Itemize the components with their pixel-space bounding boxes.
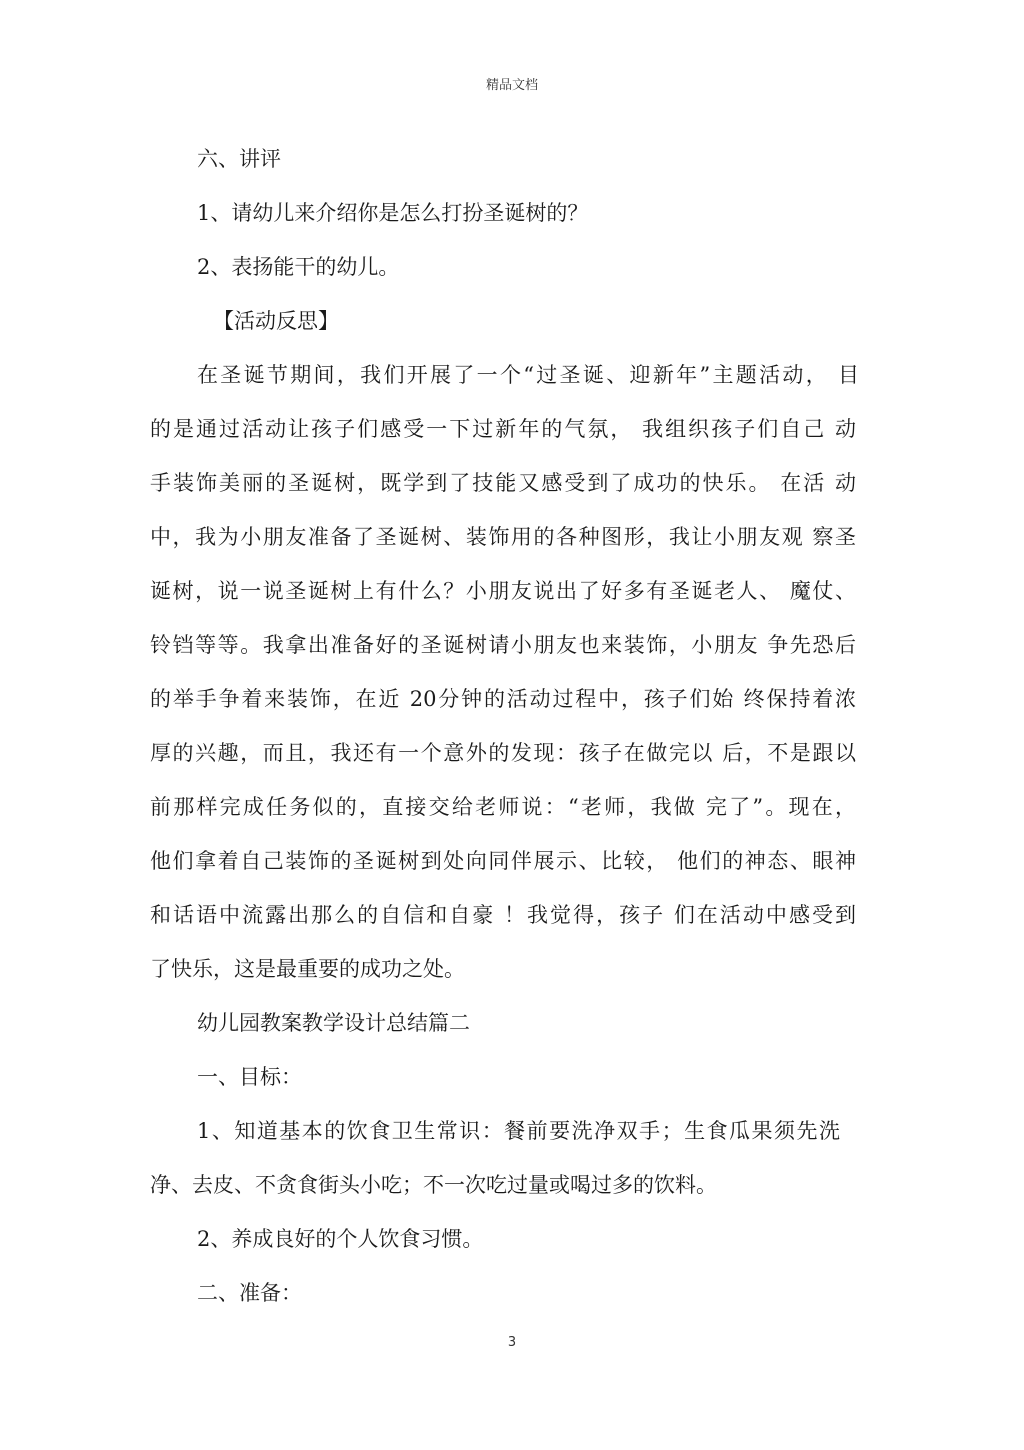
reflection-line: 的是通过活动让孩子们感受一下过新年的气氛， 我组织孩子们自己 动: [150, 417, 856, 441]
goal-1-line: 1、知道基本的饮食卫生常识：餐前要洗净双手；生食瓜果须先洗: [197, 1119, 840, 1143]
reflection-line: 前那样完成任务似的，直接交给老师说：“老师，我做 完了”。现在，: [150, 795, 856, 819]
reflection-line: 手装饰美丽的圣诞树，既学到了技能又感受到了成功的快乐。 在活 动: [150, 471, 856, 495]
section-two-title: 幼儿园教案教学设计总结篇二: [197, 1011, 470, 1035]
goal-heading: 一、目标：: [197, 1065, 302, 1089]
reflection-line: 他们拿着自己装饰的圣诞树到处向同伴展示、比较， 他们的神态、眼神: [150, 849, 856, 873]
list-item-1: 1、请幼儿来介绍你是怎么打扮圣诞树的？: [197, 201, 589, 225]
goal-2: 2、养成良好的个人饮食习惯。: [197, 1227, 484, 1251]
reflection-title: 【活动反思】: [213, 309, 339, 333]
prep-heading: 二、准备：: [197, 1281, 302, 1305]
list-item-2: 2、表扬能干的幼儿。: [197, 255, 400, 279]
goal-1-line: 净、去皮、不贪食街头小吃；不一次吃过量或喝过多的饮料。: [150, 1173, 717, 1197]
reflection-line: 厚的兴趣，而且，我还有一个意外的发现：孩子在做完以 后，不是跟以: [150, 741, 856, 765]
reflection-line: 在圣诞节期间，我们开展了一个“过圣诞、迎新年”主题活动， 目: [197, 363, 859, 387]
reflection-line: 了快乐，这是最重要的成功之处。: [150, 957, 465, 981]
page-header: 精品文档: [485, 78, 538, 93]
page-number: 3: [507, 1335, 517, 1350]
reflection-line: 诞树，说一说圣诞树上有什么？小朋友说出了好多有圣诞老人、 魔仗、: [150, 579, 856, 603]
reflection-line: 的举手争着来装饰，在近 20分钟的活动过程中，孩子们始 终保持着浓: [150, 687, 856, 711]
reflection-line: 铃铛等等。我拿出准备好的圣诞树请小朋友也来装饰，小朋友 争先恐后: [150, 633, 856, 657]
reflection-line: 和话语中流露出那么的自信和自豪 ！我觉得，孩子 们在活动中感受到: [150, 903, 856, 927]
heading-six: 六、讲评: [197, 147, 281, 171]
reflection-line: 中，我为小朋友准备了圣诞树、装饰用的各种图形，我让小朋友观 察圣: [150, 525, 856, 549]
